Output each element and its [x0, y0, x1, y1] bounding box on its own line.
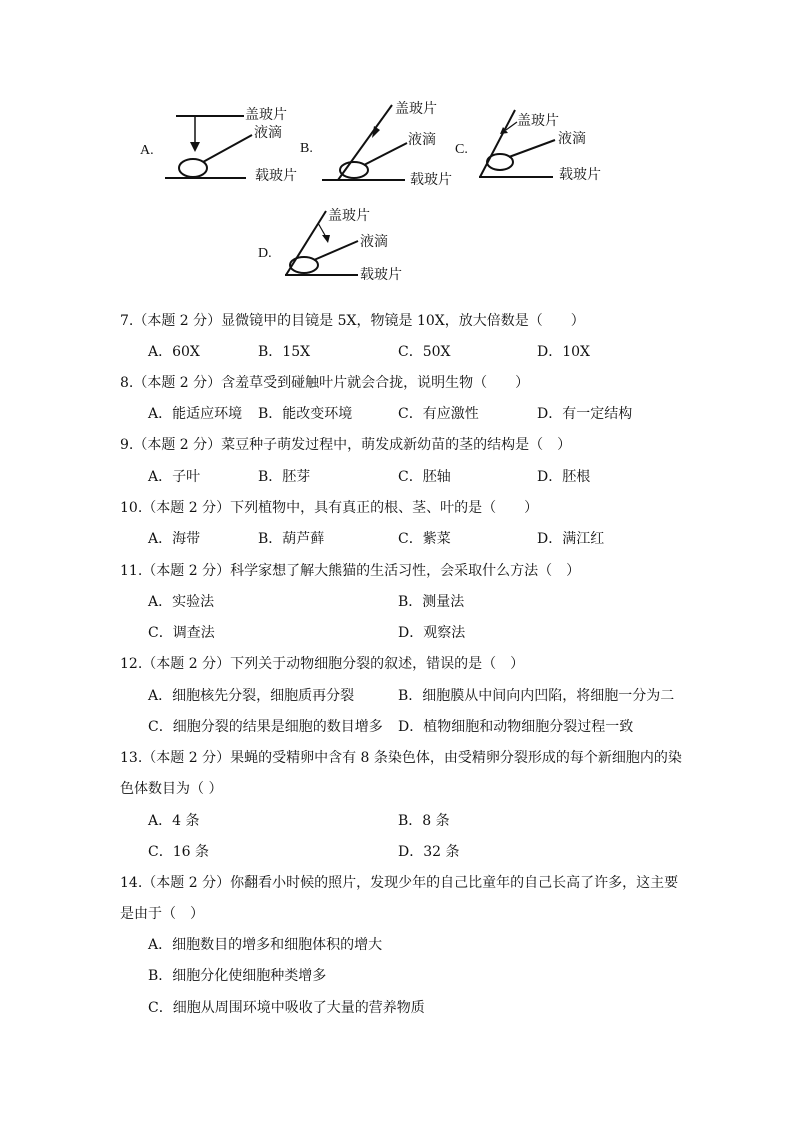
- question-7-option-a[interactable]: A．60X: [148, 344, 200, 360]
- question-11-option-a[interactable]: A．实验法: [148, 594, 215, 610]
- question-11-option-b[interactable]: B．测量法: [398, 594, 465, 610]
- question-9-stem: 9.（本题 2 分）菜豆种子萌发过程中，萌发成新幼苗的茎的结构是（ ）: [120, 437, 572, 453]
- question-9-option-d[interactable]: D．胚根: [537, 469, 591, 485]
- droplet-label: 液滴: [558, 131, 586, 147]
- question-13-stem-line1: 13.（本题 2 分）果蝇的受精卵中含有 8 条染色体，由受精卵分裂形成的每个新细胞内的染: [120, 750, 682, 766]
- diagram-option-letter: C.: [455, 142, 468, 157]
- question-9-option-a[interactable]: A．子叶: [148, 469, 201, 485]
- diagram-option-letter: A.: [140, 143, 154, 158]
- question-14-option-a[interactable]: A．细胞数目的增多和细胞体积的增大: [148, 937, 383, 953]
- question-13-option-d[interactable]: D．32 条: [398, 844, 460, 860]
- question-9-option-c[interactable]: C．胚轴: [398, 469, 451, 485]
- diagram-option-letter: B.: [300, 141, 313, 156]
- question-7-option-d[interactable]: D．10X: [537, 344, 591, 360]
- question-12-option-b[interactable]: B．细胞膜从中间向内凹陷，将细胞一分为二: [398, 688, 675, 704]
- diagram-option-c: [455, 100, 625, 195]
- question-13-option-c[interactable]: C．16 条: [148, 844, 209, 860]
- diagram-option-d: [258, 205, 428, 290]
- question-8-option-d[interactable]: D．有一定结构: [537, 406, 633, 422]
- question-8-option-c[interactable]: C．有应激性: [398, 406, 479, 422]
- question-10-option-a[interactable]: A．海带: [148, 531, 201, 547]
- question-11-option-d[interactable]: D．观察法: [398, 625, 466, 641]
- question-8-stem: 8.（本题 2 分）含羞草受到碰触叶片就会合拢，说明生物（ ）: [120, 375, 530, 391]
- question-11-option-c[interactable]: C．调查法: [148, 625, 215, 641]
- diagram-option-a: [140, 100, 310, 195]
- question-12-option-a[interactable]: A．细胞核先分裂，细胞质再分裂: [148, 688, 355, 704]
- question-10-option-b[interactable]: B．葫芦藓: [258, 531, 325, 547]
- question-13-stem-line2: 色体数目为（ ）: [120, 781, 223, 797]
- cover-slip-label: 盖玻片: [328, 208, 370, 224]
- cover-slip-label: 盖玻片: [517, 113, 559, 129]
- question-14-option-c[interactable]: C．细胞从周围环境中吸收了大量的营养物质: [148, 1000, 425, 1016]
- droplet-label: 液滴: [254, 125, 282, 141]
- slide-label: 载玻片: [559, 167, 601, 183]
- question-8-option-b[interactable]: B．能改变环境: [258, 406, 353, 422]
- droplet-label: 液滴: [408, 132, 436, 148]
- cover-slip-label: 盖玻片: [245, 107, 287, 123]
- question-10-option-d[interactable]: D．满江红: [537, 531, 605, 547]
- question-11-stem: 11.（本题 2 分）科学家想了解大熊猫的生活习性，会采取什么方法（ ）: [120, 563, 581, 579]
- question-7-option-b[interactable]: B．15X: [258, 344, 311, 360]
- cover-slip-label: 盖玻片: [395, 101, 437, 117]
- diagram-option-letter: D.: [258, 246, 272, 261]
- question-10-stem: 10.（本题 2 分）下列植物中，具有真正的根、茎、叶的是（ ）: [120, 500, 539, 516]
- question-14-stem-line2: 是由于（ ）: [120, 906, 204, 922]
- question-14-stem-line1: 14.（本题 2 分）你翻看小时候的照片，发现少年的自己比童年的自己长高了许多，这主要: [120, 875, 679, 891]
- question-12-stem: 12.（本题 2 分）下列关于动物细胞分裂的叙述，错误的是（ ）: [120, 656, 525, 672]
- question-14-option-b[interactable]: B．细胞分化使细胞种类增多: [148, 968, 327, 984]
- diagram-option-b: [300, 100, 470, 195]
- slide-label: 载玻片: [410, 172, 452, 188]
- question-10-option-c[interactable]: C．紫菜: [398, 531, 451, 547]
- slide-label: 载玻片: [360, 267, 402, 283]
- question-12-option-c[interactable]: C．细胞分裂的结果是细胞的数目增多: [148, 719, 383, 735]
- question-12-option-d[interactable]: D．植物细胞和动物细胞分裂过程一致: [398, 719, 634, 735]
- question-8-option-a[interactable]: A．能适应环境: [148, 406, 243, 422]
- question-7-option-c[interactable]: C．50X: [398, 344, 451, 360]
- question-13-option-a[interactable]: A．4 条: [148, 813, 200, 829]
- slide-label: 载玻片: [255, 168, 297, 184]
- question-9-option-b[interactable]: B．胚芽: [258, 469, 311, 485]
- droplet-label: 液滴: [360, 234, 388, 250]
- question-13-option-b[interactable]: B．8 条: [398, 813, 450, 829]
- question-7-stem: 7.（本题 2 分）显微镜甲的目镜是 5X，物镜是 10X，放大倍数是（ ）: [120, 313, 585, 329]
